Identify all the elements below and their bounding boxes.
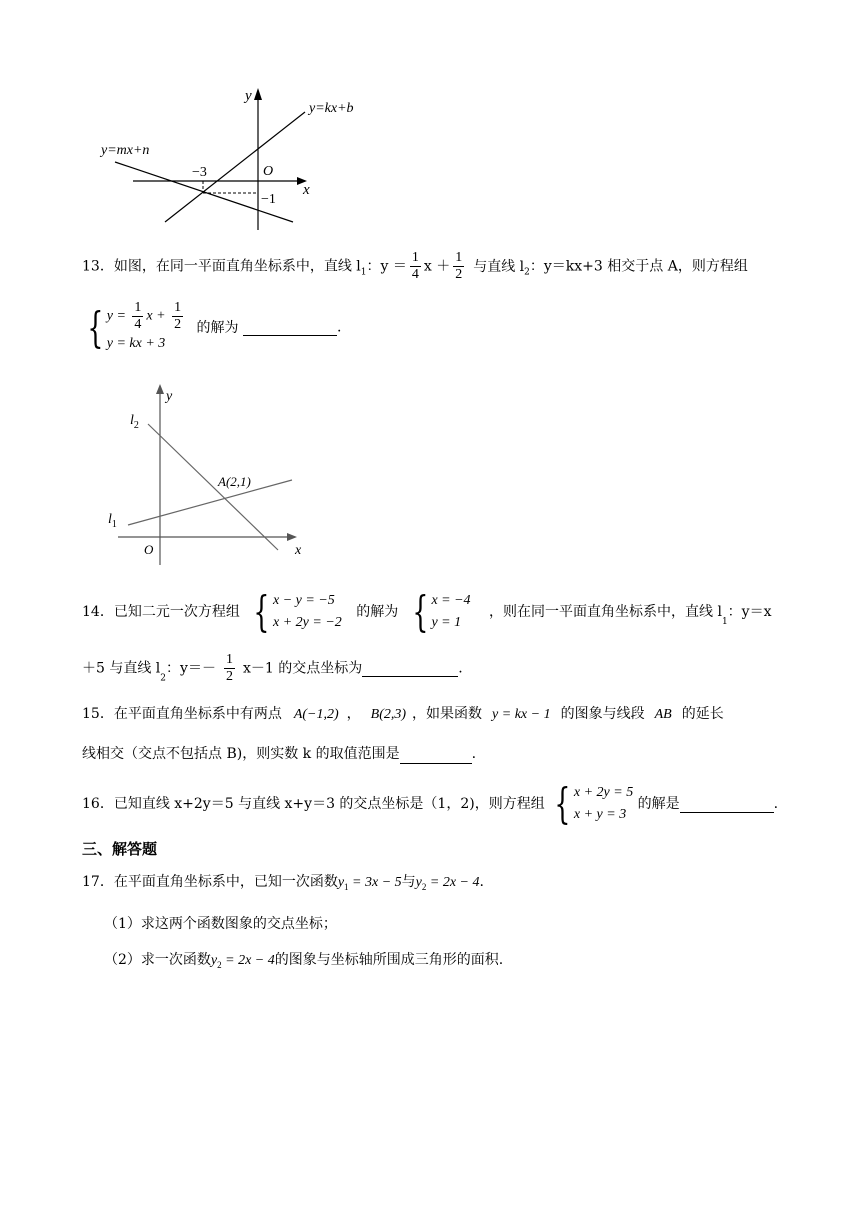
- x-axis-arrow: [287, 533, 297, 541]
- q13-frac-one-half: $\frac{1}{2}$: [455, 250, 463, 282]
- q14-frac-one-half: $\frac{1}{2}$: [225, 652, 233, 684]
- fig2-x-label: x: [295, 543, 302, 558]
- fig1-origin-label: O: [263, 164, 274, 179]
- line-l1: [128, 480, 292, 525]
- q17-part2-function: $y_2 = 2x - 4$: [210, 953, 275, 970]
- y-axis-arrow: [156, 384, 164, 394]
- q14-line2: ＋5 与直线 $l_2$：y＝－ $\frac{1}{2}$ x－1 的交点坐标为 .: [82, 652, 463, 684]
- q14-number: 14．: [82, 604, 114, 620]
- fig2-l2-label: $l_2$: [130, 413, 139, 431]
- fig2-l1-label: $l_1$: [108, 512, 117, 530]
- q15-point-b: B(2,3): [370, 707, 407, 722]
- q13-answer-blank[interactable]: [243, 319, 337, 336]
- q15-line1: 15．在平面直角坐标系中有两点 A(−1,2) ， B(2,3) ，如果函数 y = kx − 1 的图象与线段 AB 的延长: [82, 706, 724, 722]
- fig1-y-label: y: [245, 88, 252, 104]
- fig1-line2-label: y=mx+n: [101, 143, 150, 158]
- q13-line1: 13．如图，在同一平面直角坐标系中，直线 $l_1$：y ＝ $\frac{1}{4}$ x ＋ $\frac{1}{2}$ 与直线 $l_2$：y＝kx+3 相交于点 A，则方程组: [82, 250, 748, 282]
- q14-solution-system: { x = −4 y = 1: [412, 587, 471, 636]
- q13-number: 13．: [82, 258, 114, 275]
- q17-part2: （2）求一次函数$y_2 = 2x - 4$的图象与坐标轴所围成三角形的面积.: [104, 952, 504, 970]
- q15-function: y = kx − 1: [492, 707, 551, 722]
- line-l2: [148, 424, 278, 550]
- q17-part1: （1）求这两个函数图象的交点坐标；: [104, 916, 337, 932]
- q14-line1: 14．已知二元一次方程组 { x − y = −5 x + 2y = −2 的解为 { x = −4 y = 1 ，则在同一平面直角坐标系中，直线 $l_1$：y＝x: [82, 587, 772, 636]
- q16-line: 16．已知直线 x+2y＝5 与直线 x+y＝3 的交点坐标是（1，2)，则方程组 { x + 2y = 5 x + y = 3 的解是 .: [82, 779, 779, 828]
- fig1-line1-label: y=kx+b: [309, 101, 354, 116]
- fig1-tick-neg3: −3: [192, 165, 207, 180]
- q15-answer-blank[interactable]: [400, 747, 472, 764]
- line-kx-b: [165, 112, 305, 222]
- q15-point-a: A(−1,2): [293, 707, 339, 722]
- q15-number: 15．: [82, 706, 114, 722]
- fig2-y-label: y: [166, 389, 173, 404]
- q17-function-y1: $y_1 = 3x - 5$: [337, 875, 402, 892]
- q16-equation-system: { x + 2y = 5 x + y = 3: [554, 779, 634, 828]
- q13-frac-one-quarter: $\frac{1}{4}$: [411, 250, 419, 282]
- fig2-point-a-label: A(2,1): [218, 474, 251, 489]
- figure-two-lines: [95, 82, 385, 232]
- fig2-origin-label: O: [144, 542, 154, 557]
- q15-line2: 线相交（交点不包括点 B)，则实数 k 的取值范围是 .: [82, 746, 477, 762]
- q14-equation-system: { x − y = −5 x + 2y = −2: [253, 587, 342, 636]
- section-title-answers: 三、解答题: [82, 840, 158, 858]
- q13-system-line: { y = $\frac{1}{4}$ x + $\frac{1}{2}$ y = kx + 3 的解为 .: [82, 300, 341, 355]
- q14-answer-blank[interactable]: [362, 660, 458, 677]
- q17-function-y2: $y_2 = 2x - 4$: [415, 875, 480, 892]
- q17-line1: 17．在平面直角坐标系中，已知一次函数$y_1 = 3x - 5$与$y_2 = 2x - 4$.: [82, 874, 484, 892]
- q16-answer-blank[interactable]: [680, 796, 774, 813]
- q13-equation-system: { y = $\frac{1}{4}$ x + $\frac{1}{2}$ y = kx + 3: [87, 300, 182, 352]
- fig1-tick-neg1: −1: [261, 192, 276, 207]
- q17-number: 17．: [82, 874, 114, 890]
- fig1-x-label: x: [303, 182, 310, 198]
- q16-number: 16．: [82, 796, 114, 812]
- y-axis-arrow: [254, 88, 262, 100]
- q15-segment: AB: [654, 707, 672, 722]
- figure-l1-l2: [100, 380, 320, 570]
